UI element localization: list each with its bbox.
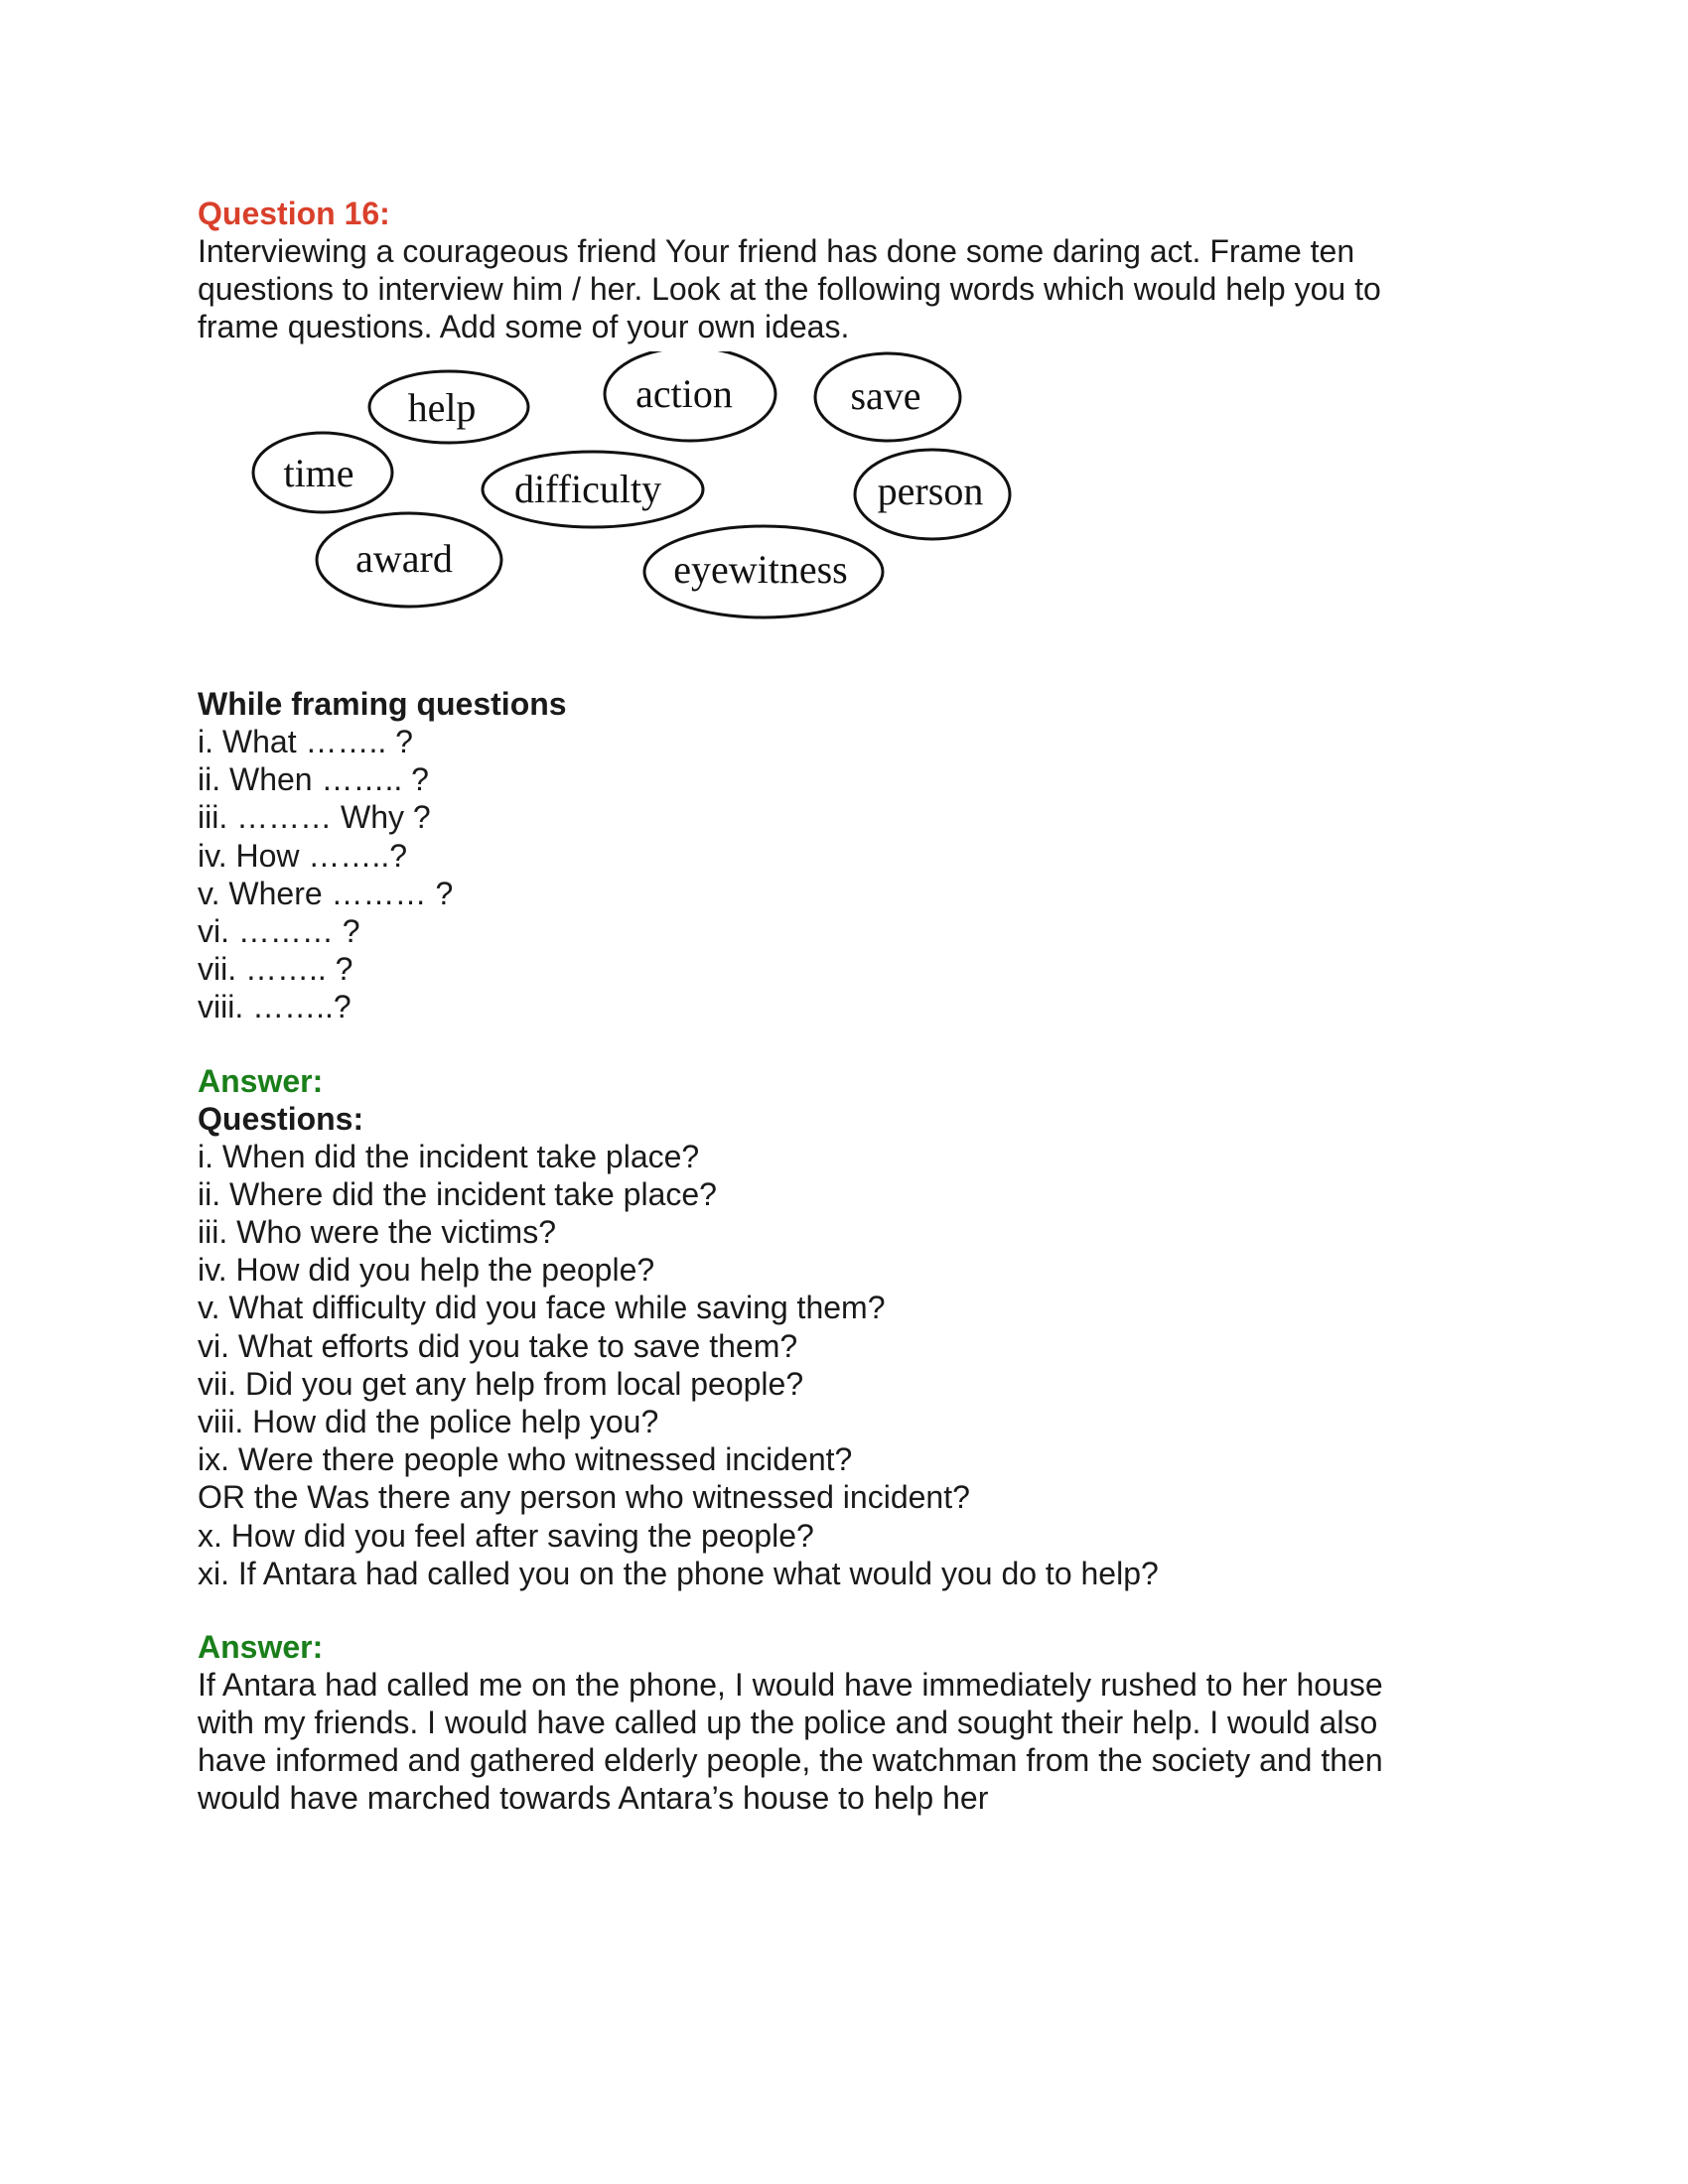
- list-item: iii. Who were the victims?: [198, 1214, 556, 1251]
- bubble-text-time: time: [283, 451, 354, 495]
- answer-questions-list: [198, 1138, 1488, 1592]
- word-bubble-svg: [198, 351, 1012, 667]
- document-page: [198, 195, 1488, 1817]
- answer-label-2: Answer:: [198, 1629, 324, 1666]
- answer-label: Answer:: [198, 1062, 324, 1099]
- bubble-text-difficulty: difficulty: [513, 467, 662, 511]
- word-bubble-diagram: [198, 351, 1012, 667]
- list-item: iv. How ……..?: [198, 837, 407, 874]
- list-item: v. What difficulty did you face while saving them?: [198, 1290, 886, 1326]
- list-item: x. How did you feel after saving the people?: [198, 1517, 814, 1554]
- list-item: iii. ……… Why ?: [198, 799, 431, 836]
- bubble-text-eyewitness: eyewitness: [673, 547, 848, 592]
- list-item: ii. Where did the incident take place?: [198, 1175, 717, 1212]
- list-item: vi. What efforts did you take to save them?: [198, 1327, 798, 1364]
- question-prompt: Interviewing a courageous friend Your friend has done some daring act. Frame ten questions to interview him / her. Look at the following words which would help you to frame questions. Add some of your own ideas.: [198, 233, 1381, 344]
- list-item: ix. Were there people who witnessed incident?: [198, 1441, 853, 1478]
- list-item: viii. How did the police help you?: [198, 1404, 659, 1440]
- list-item: viii. ……..?: [198, 989, 352, 1025]
- bubble-text-save: save: [850, 373, 921, 418]
- list-item: OR the Was there any person who witnessed incident?: [198, 1479, 970, 1516]
- framing-list: [198, 723, 1488, 1026]
- list-item: ii. When …….. ?: [198, 761, 429, 798]
- list-item: v. Where ……… ?: [198, 875, 454, 911]
- list-item: xi. If Antara had called you on the phone what would you do to help?: [198, 1555, 1159, 1591]
- list-item: i. When did the incident take place?: [198, 1138, 700, 1174]
- list-item: i. What …….. ?: [198, 724, 413, 759]
- list-item: vii. Did you get any help from local people?: [198, 1365, 804, 1402]
- bubble-text-help: help: [407, 385, 477, 430]
- list-item: vi. ……… ?: [198, 913, 360, 950]
- list-item: iv. How did you help the people?: [198, 1252, 655, 1289]
- bubble-text-person: person: [877, 469, 984, 513]
- questions-heading: Questions:: [198, 1100, 364, 1137]
- framing-heading: While framing questions: [198, 686, 567, 722]
- list-item: vii. …….. ?: [198, 951, 353, 988]
- question-title: Question 16:: [198, 196, 390, 231]
- answer-paragraph: If Antara had called me on the phone, I would have immediately rushed to her house with my friends. I would have called up the police and sought their help. I would also have informed and gathered elderly people, the watchman from the society and then would have marched towards Antara’s house to help her: [198, 1667, 1383, 1817]
- bubble-text-action: action: [635, 371, 733, 416]
- bubble-text-award: award: [355, 536, 453, 581]
